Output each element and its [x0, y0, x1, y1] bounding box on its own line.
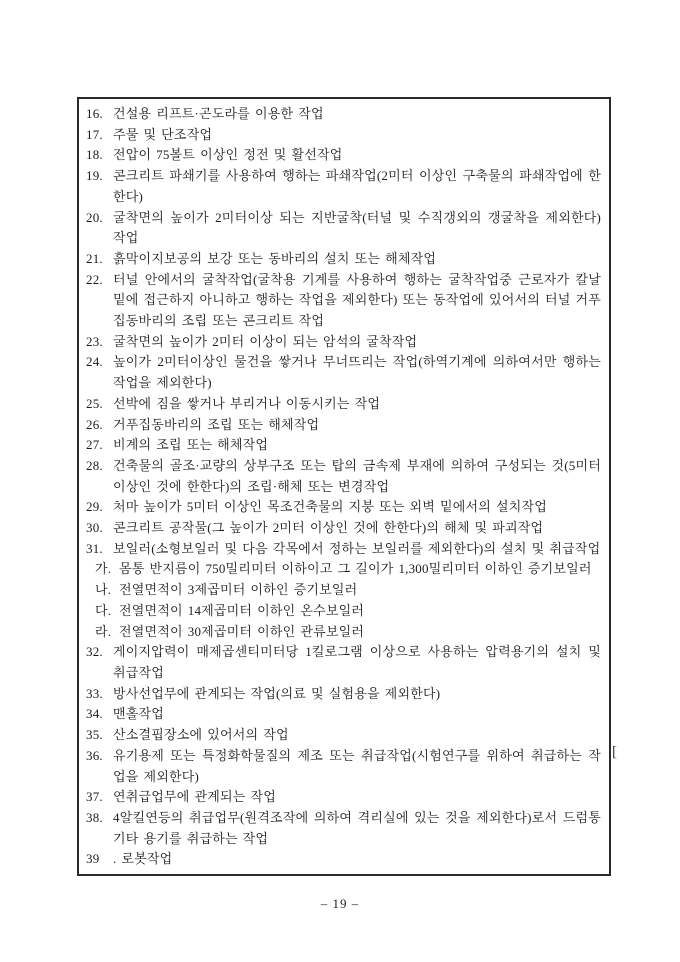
item-text: 전압이 75볼트 이상인 정전 및 활선작업 [113, 147, 343, 163]
item-number: 25. [86, 395, 103, 411]
item-number: 18. [86, 147, 103, 163]
item-text: 선박에 짐을 쌓거나 부리거나 이동시키는 작업 [113, 395, 381, 411]
item-text: 산소결핍장소에 있어서의 작업 [113, 727, 289, 743]
list-item [86, 704, 601, 725]
item-text: 4알킬연등의 취급업무(원격조작에 의하여 격리실에 있는 것을 제외한다)로서 드럼통 기타 용기를 취급하는 작업 [113, 809, 601, 846]
item-number: 27. [86, 437, 103, 453]
item-number: 22. [86, 271, 103, 287]
list-item [86, 249, 601, 270]
sub-list-item [95, 601, 601, 622]
list-item [86, 415, 601, 436]
item-number: 30. [86, 520, 103, 536]
item-number: 16. [86, 106, 103, 121]
item-text: 전열면적이 3제곱미터 이하인 증기보일러 [119, 582, 358, 598]
item-text: 비계의 조립 또는 해체작업 [113, 437, 269, 453]
item-text: 건설용 리프트·곤도라를 이용한 작업 [113, 106, 324, 121]
item-text: 거푸집동바리의 조립 또는 해체작업 [113, 416, 320, 432]
list-item [86, 125, 601, 146]
item-number: 39 [86, 851, 100, 867]
item-number: 라. [95, 623, 112, 639]
item-number: 17. [86, 126, 103, 142]
item-number: 28. [86, 457, 103, 473]
item-number: 33. [86, 685, 103, 701]
item-number: 26. [86, 416, 103, 432]
margin-bracket-mark: [ [612, 744, 617, 760]
list-item [86, 725, 601, 746]
item-number: 나. [95, 582, 112, 598]
list-item [86, 166, 601, 207]
list-item [86, 849, 601, 870]
item-text: 콘크리트 파쇄기를 사용하여 행하는 파쇄작업(2미터 이상인 구축물의 파쇄작업에 한한다) [113, 168, 601, 204]
sub-list-item [95, 580, 601, 601]
item-number: 36. [86, 747, 103, 763]
list-item [86, 539, 601, 560]
item-number: 24. [86, 354, 103, 370]
list-item [86, 104, 601, 125]
item-text: 게이지압력이 매제곱센티미터당 1킬로그램 이상으로 사용하는 압력용기의 설치 및 취급작업 [113, 644, 601, 680]
list-item [86, 456, 601, 497]
item-text: 연취급업무에 관계되는 작업 [113, 789, 276, 805]
list-item [86, 270, 601, 332]
list-item [86, 497, 601, 518]
item-text: 전열면적이 14제곱미터 이하인 온수보일러 [119, 602, 365, 618]
item-text: 주물 및 단조작업 [113, 126, 213, 142]
item-text: 터널 안에서의 굴착작업(굴착용 기계를 사용하여 행하는 굴착작업중 근로자가 칼날 밑에 접근하지 아니하고 행하는 작업을 제외한다) 또는 동작업에 있어서의 터널 거푸집동바리의 조립 또는 콘크리트 작업 [113, 271, 601, 329]
list-item [86, 435, 601, 456]
list-item [86, 145, 601, 166]
sub-list-item [95, 559, 601, 580]
list-item [86, 208, 601, 249]
item-text: 방사선업무에 관계되는 작업(의료 및 실험용을 제외한다) [113, 685, 441, 701]
item-number: 34. [86, 706, 103, 722]
list-item [86, 746, 601, 787]
list-item [86, 352, 601, 393]
item-text: 처마 높이가 5미터 이상인 목조건축물의 지붕 또는 외벽 밑에서의 설치작업 [113, 499, 547, 515]
item-text: . 로봇작업 [113, 851, 173, 867]
list-item [86, 684, 601, 705]
item-text: 전열면적이 30제곱미터 이하인 관류보일러 [119, 623, 365, 639]
item-text: 콘크리트 공작물(그 높이가 2미터 이상인 것에 한한다)의 해체 및 파괴작업 [113, 520, 544, 536]
item-text: 건축물의 골조·교량의 상부구조 또는 탑의 금속제 부재에 의하여 구성되는 것(5미터이상인 것에 한한다)의 조립·해체 또는 변경작업 [113, 457, 601, 494]
item-number: 31. [86, 540, 103, 556]
item-text: 굴착면의 높이가 2미터이상 되는 지반굴착(터널 및 수직갱외의 갱굴착을 제외한다) 작업 [113, 209, 601, 246]
page-number: – 19 – [320, 896, 360, 911]
item-number: 가. [95, 561, 112, 577]
item-text: 유기용제 또는 특정화학물질의 제조 또는 취급작업(시험연구를 위하여 취급하는 작업을 제외한다) [113, 747, 601, 784]
item-text: 맨홀작업 [113, 706, 165, 722]
list-item [86, 787, 601, 808]
item-text: 보일러(소형보일러 및 다음 각목에서 정하는 보일러를 제외한다)의 설치 및 취급작업 [113, 540, 601, 556]
item-number: 38. [86, 809, 103, 825]
item-number: 20. [86, 209, 103, 225]
content-border-box [77, 97, 611, 876]
numbered-list [86, 104, 601, 870]
item-number: 37. [86, 789, 103, 805]
item-text: 굴착면의 높이가 2미터 이상이 되는 암석의 굴착작업 [113, 333, 418, 349]
list-item [86, 394, 601, 415]
item-number: 32. [86, 644, 103, 660]
list-item [86, 808, 601, 849]
item-number: 다. [95, 602, 112, 618]
item-number: 35. [86, 727, 103, 743]
list-item [86, 518, 601, 539]
item-text: 높이가 2미터이상인 물건을 쌓거나 무너뜨리는 작업(하역기계에 의하여서만 행하는 작업을 제외한다) [113, 354, 601, 391]
item-text: 흙막이지보공의 보강 또는 동바리의 설치 또는 해체작업 [113, 250, 437, 266]
list-item [86, 332, 601, 353]
item-number: 29. [86, 499, 103, 515]
sub-list-item [95, 622, 601, 643]
item-text: 몸통 반지름이 750밀리미터 이하이고 그 길이가 1,300밀리미터 이하인 증기보일러 [119, 561, 592, 577]
item-number: 23. [86, 333, 103, 349]
item-number: 19. [86, 168, 103, 184]
item-number: 21. [86, 250, 103, 266]
list-item [86, 642, 601, 683]
